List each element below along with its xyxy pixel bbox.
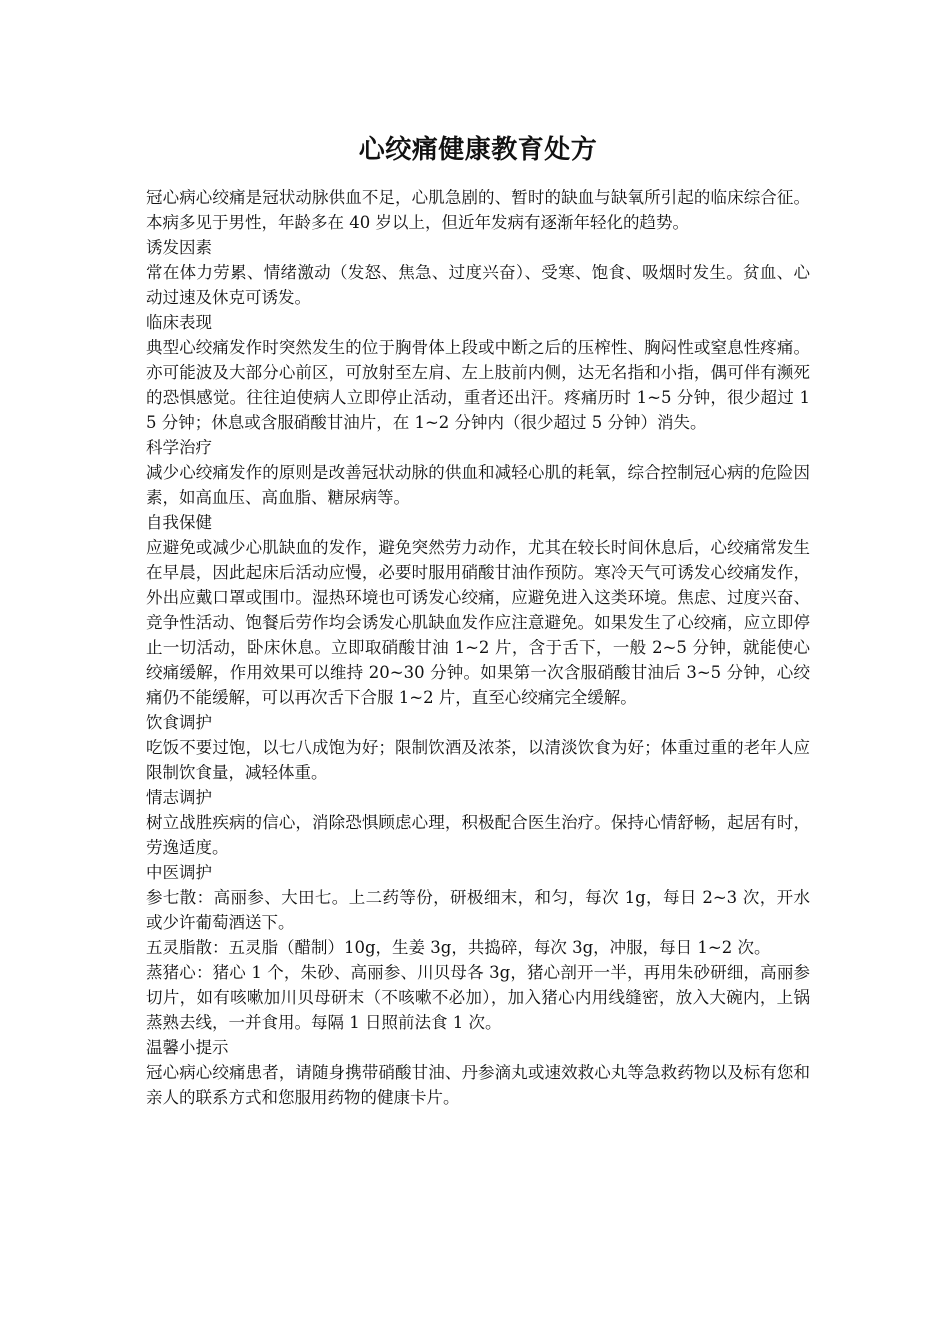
clinical-paragraph: 典型心绞痛发作时突然发生的位于胸骨体上段或中断之后的压榨性、胸闷性或窒息性疼痛。亦可能波及大部分心前区，可放射至左肩、左上肢前内侧，达无名指和小指，偶可伴有濒死的恐惧感觉。往往迫使病人立即停止活动，重者还出汗。疼痛历时 1~5 分钟，很少超过 15 分钟；休息或含服硝酸甘油片，在 1~2 分钟内（很少超过 5 分钟）消失。 (146, 338, 810, 432)
section-heading-diet: 饮食调护 (146, 713, 212, 732)
tcm-paragraph-2: 五灵脂散：五灵脂（醋制）10g，生姜 3g，共捣碎，每次 3g，冲服，每日 1~2 次。 (146, 938, 771, 957)
section-heading-tips: 温馨小提示 (146, 1038, 229, 1057)
diet-paragraph: 吃饭不要过饱，以七八成饱为好；限制饮酒及浓茶，以清淡饮食为好；体重过重的老年人应限制饮食量，减轻体重。 (146, 738, 810, 782)
section-heading-selfcare: 自我保健 (146, 513, 212, 532)
document-title: 心绞痛健康教育处方 (358, 135, 598, 165)
tcm-paragraph-1: 参七散：高丽参、大田七。上二药等份，研极细末，和匀，每次 1g，每日 2~3 次，开水或少许葡萄酒送下。 (146, 888, 810, 932)
selfcare-paragraph: 应避免或减少心肌缺血的发作，避免突然劳力动作，尤其在较长时间休息后，心绞痛常发生在早晨，因此起床后活动应慢，必要时服用硝酸甘油作预防。寒冷天气可诱发心绞痛发作，外出应戴口罩或围巾。湿热环境也可诱发心绞痛，应避免进入这类环境。焦虑、过度兴奋、竞争性活动、饱餐后劳作均会诱发心肌缺血发作应注意避免。如果发生了心绞痛，应立即停止一切活动，卧床休息。立即取硝酸甘油 1~2 片，含于舌下，一般 2~5 分钟，就能使心绞痛缓解，作用效果可以维持 20~30 分钟。如果第一次含服硝酸甘油后 3~5 分钟，心绞痛仍不能缓解，可以再次舌下合服 1~2 片，直至心绞痛完全缓解。 (146, 538, 810, 707)
intro-paragraph: 冠心病心绞痛是冠状动脉供血不足，心肌急剧的、暂时的缺血与缺氧所引起的临床综合征。本病多见于男性，年龄多在 40 岁以上，但近年发病有逐渐年轻化的趋势。 (146, 188, 810, 232)
treatment-paragraph: 减少心绞痛发作的原则是改善冠状动脉的供血和减轻心肌的耗氧，综合控制冠心病的危险因素，如高血压、高血脂、糖尿病等。 (146, 463, 810, 507)
section-heading-tcm: 中医调护 (146, 863, 212, 882)
document-page (146, 128, 810, 1110)
section-heading-emotion: 情志调护 (146, 788, 212, 807)
emotion-paragraph: 树立战胜疾病的信心，消除恐惧顾虑心理，积极配合医生治疗。保持心情舒畅，起居有时，劳逸适度。 (146, 813, 810, 857)
tips-paragraph: 冠心病心绞痛患者，请随身携带硝酸甘油、丹参滴丸或速效救心丸等急救药物以及标有您和亲人的联系方式和您服用药物的健康卡片。 (146, 1063, 810, 1107)
section-heading-treatment: 科学治疗 (146, 438, 212, 457)
tcm-paragraph-3: 蒸猪心：猪心 1 个，朱砂、高丽参、川贝母各 3g，猪心剖开一半，再用朱砂研细，高丽参切片，如有咳嗽加川贝母研末（不咳嗽不必加），加入猪心内用线缝密，放入大碗内，上锅蒸熟去线，一并食用。每隔 1 日照前法食 1 次。 (146, 963, 810, 1032)
section-heading-clinical: 临床表现 (146, 313, 212, 332)
triggers-paragraph: 常在体力劳累、情绪激动（发怒、焦急、过度兴奋）、受寒、饱食、吸烟时发生。贫血、心动过速及休克可诱发。 (146, 263, 810, 307)
section-heading-triggers: 诱发因素 (146, 238, 212, 257)
